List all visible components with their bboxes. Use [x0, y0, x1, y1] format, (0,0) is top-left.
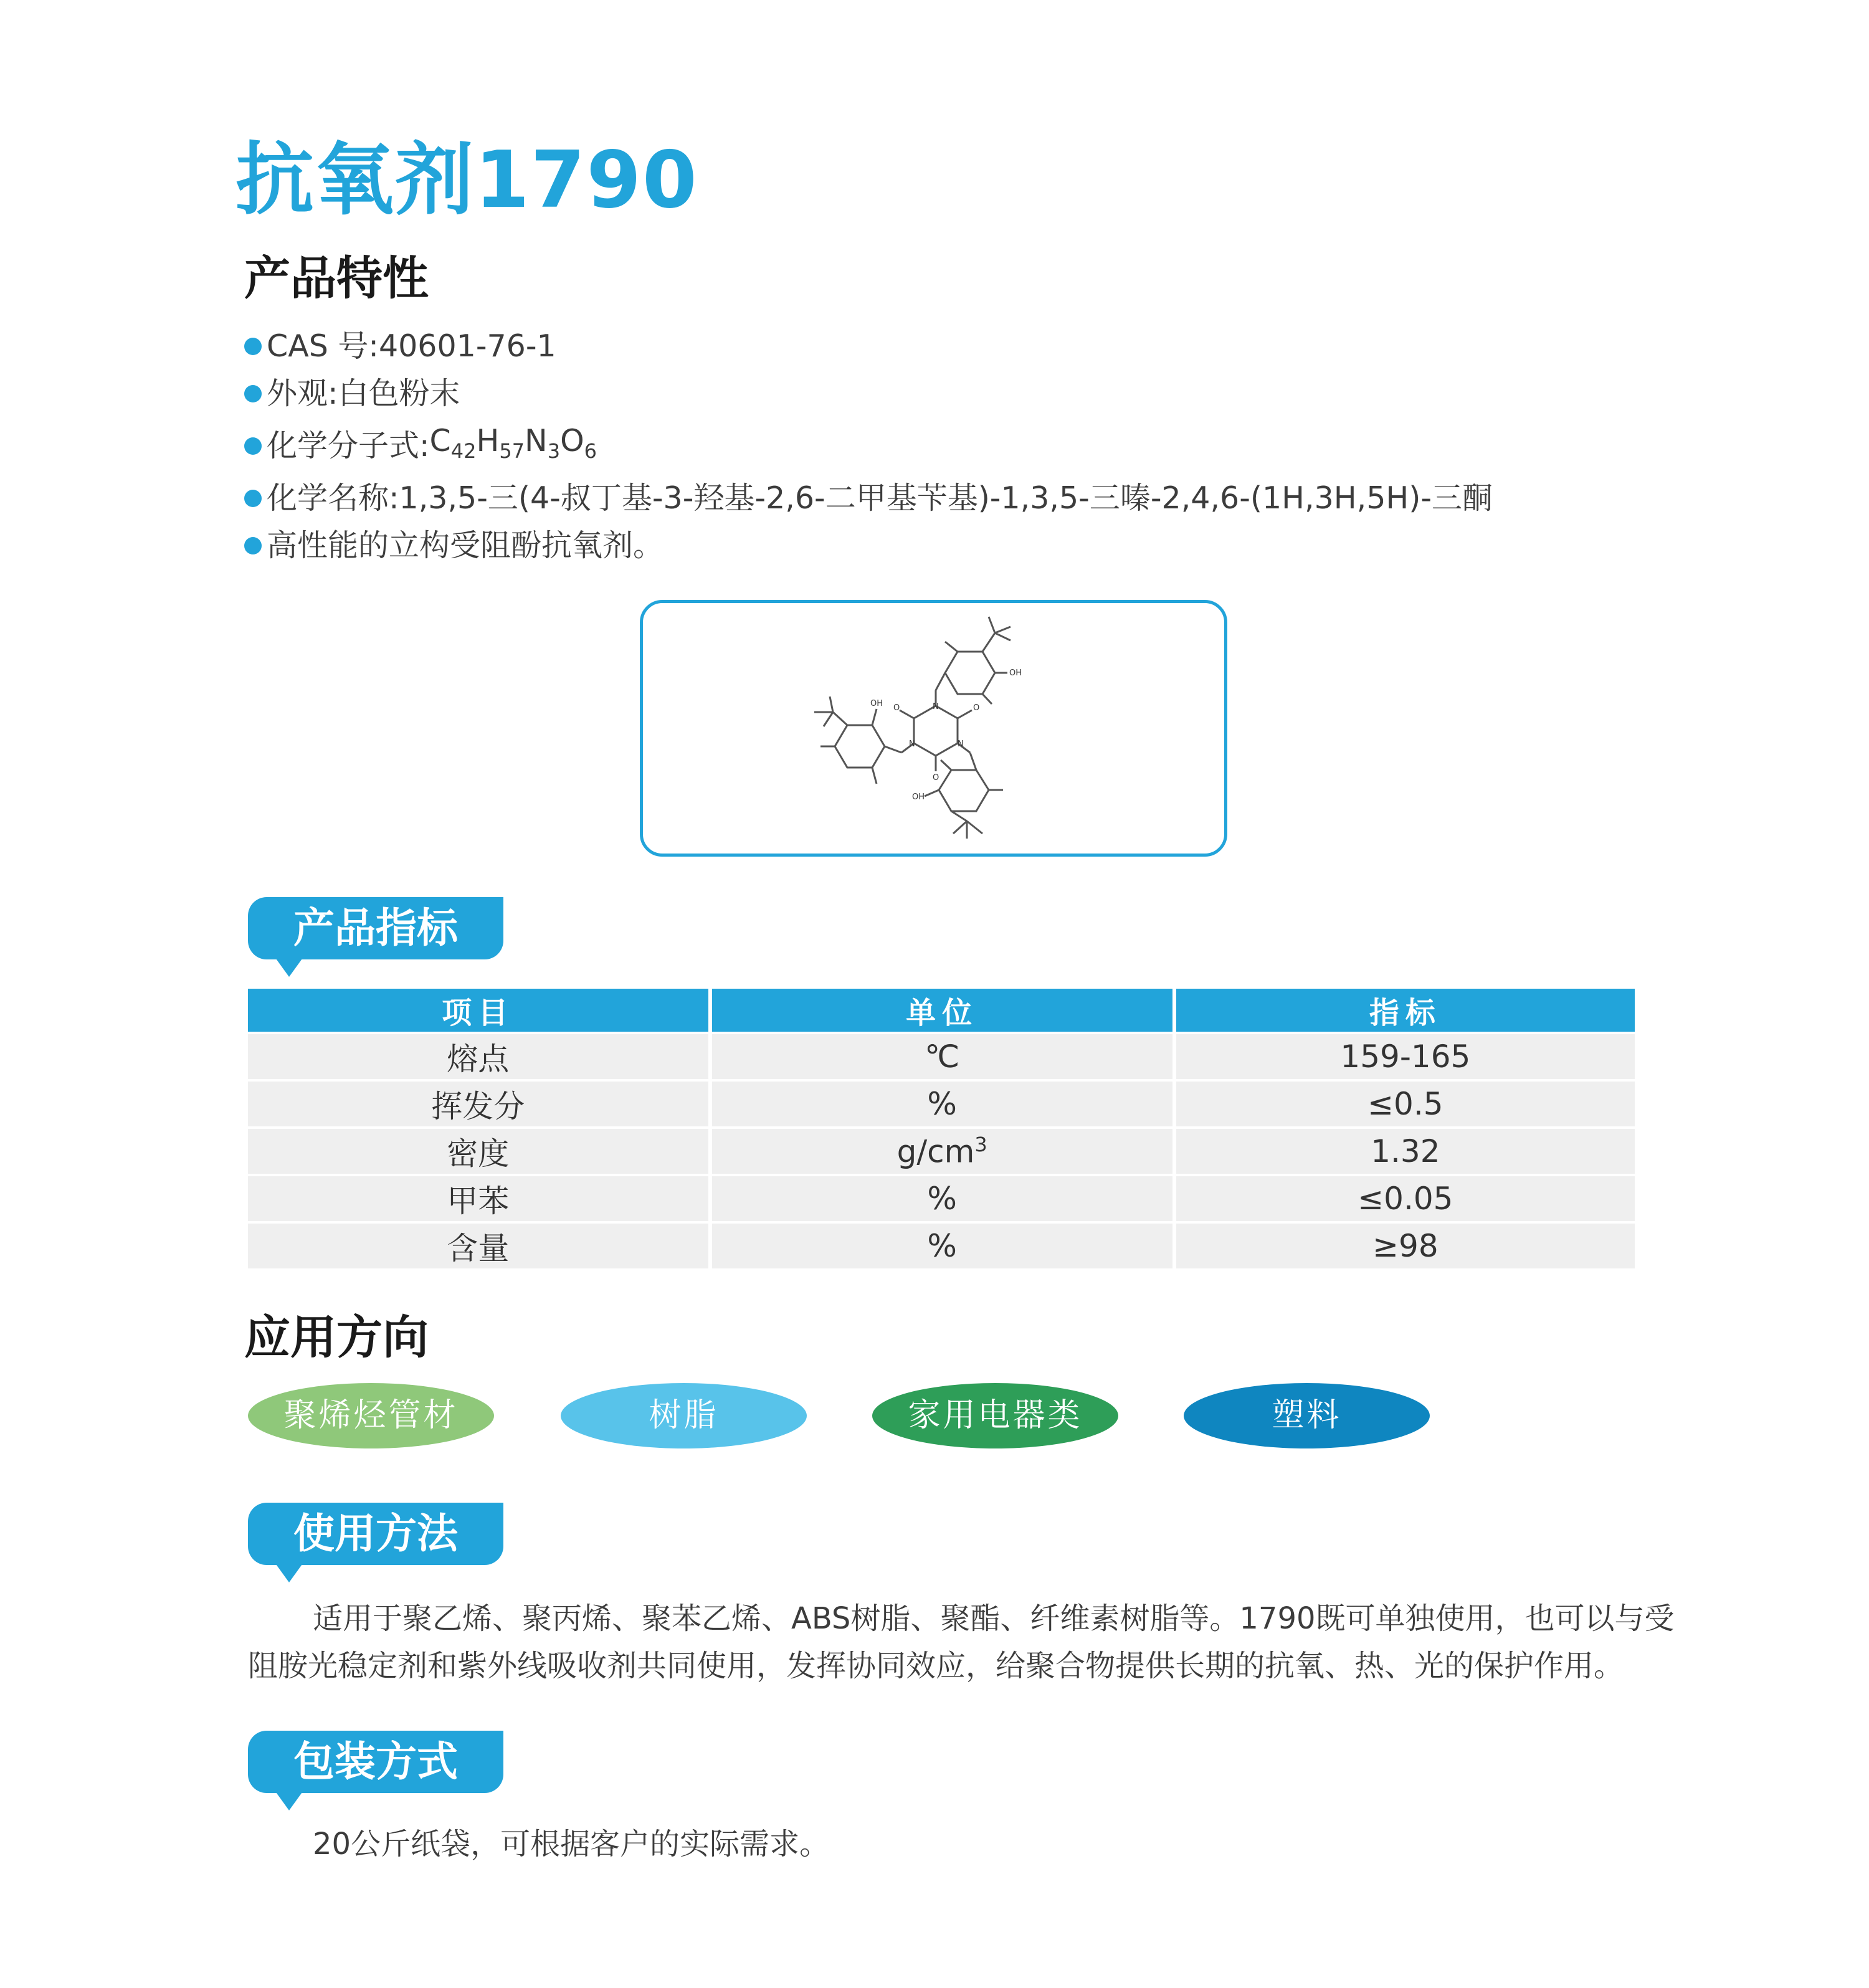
- nitrogen-label: N: [909, 740, 915, 749]
- oxygen-label: O: [973, 703, 980, 713]
- feature-formula: [244, 417, 1493, 475]
- feature-cas: [244, 323, 1493, 370]
- hydroxyl-label: OH: [912, 792, 925, 802]
- specs-heading-tag: [248, 897, 503, 959]
- molecular-formula: [430, 417, 597, 475]
- table-row: [248, 1224, 1635, 1268]
- cell-value: 1.32: [1176, 1129, 1635, 1174]
- formula-element: C: [429, 423, 451, 459]
- table-row: [248, 1034, 1635, 1079]
- cell-item: 密度: [248, 1129, 708, 1174]
- applications-heading: 应用方向: [244, 1311, 429, 1364]
- packaging-heading-tag: [248, 1731, 503, 1793]
- cell-value: ≤0.05: [1176, 1176, 1635, 1221]
- usage-paragraph: [248, 1595, 1675, 1690]
- feature-label: 化学分子式: [267, 427, 420, 464]
- chemical-structure-image: [643, 603, 1224, 854]
- usage-heading: 使用方法: [293, 1510, 458, 1558]
- formula-subscript: 42: [450, 439, 477, 463]
- feature-value: 高性能的立构受阻酚抗氧剂。: [267, 527, 664, 563]
- cell-unit: [712, 1224, 1172, 1268]
- cell-value: ≤0.5: [1176, 1082, 1635, 1126]
- feature-sep: :: [368, 328, 379, 364]
- column-header: 单位: [712, 989, 1172, 1032]
- column-header: 项目: [248, 989, 708, 1032]
- specs-heading: 产品指标: [293, 904, 458, 952]
- features-heading: 产品特性: [244, 252, 429, 305]
- bullet-icon: [244, 537, 262, 554]
- feature-value: 40601-76-1: [378, 328, 556, 364]
- cell-unit: [712, 1034, 1172, 1079]
- table-row: [248, 1082, 1635, 1126]
- table-row: [248, 1129, 1635, 1174]
- usage-line: 阻胺光稳定剂和紫外线吸收剂共同使用，发挥协同效应，给聚合物提供长期的抗氧、热、光的保护作用。: [248, 1648, 1624, 1683]
- cell-unit: [712, 1176, 1172, 1221]
- formula-subscript: 57: [499, 439, 525, 463]
- table-header-row: [248, 989, 1635, 1032]
- unit-text: %: [927, 1086, 957, 1122]
- application-resin: 树脂: [561, 1383, 807, 1448]
- bullet-icon: [244, 490, 262, 507]
- oxygen-label: O: [893, 703, 900, 713]
- hydroxyl-label: OH: [1009, 668, 1022, 678]
- cell-item: 含量: [248, 1224, 708, 1268]
- cell-item: 挥发分: [248, 1082, 708, 1126]
- structure-frame: [640, 600, 1227, 857]
- cell-value: 159-165: [1176, 1034, 1635, 1079]
- column-header: 指标: [1176, 989, 1635, 1032]
- application-polyolefin-pipe: 聚烯烃管材: [248, 1383, 494, 1448]
- feature-value: 白色粉末: [338, 376, 460, 411]
- oxygen-label: O: [933, 773, 939, 782]
- formula-subscript: 3: [547, 439, 561, 463]
- feature-appearance: [244, 370, 1493, 417]
- cell-unit: [712, 1129, 1172, 1174]
- hydroxyl-label: OH: [870, 699, 883, 708]
- nitrogen-label: N: [958, 740, 964, 749]
- application-plastics: 塑料: [1184, 1383, 1430, 1448]
- unit-superscript: 3: [974, 1133, 987, 1157]
- unit-text: %: [927, 1181, 957, 1217]
- cell-unit: [712, 1082, 1172, 1126]
- feature-label: CAS 号: [267, 328, 369, 364]
- bullet-icon: [244, 385, 262, 402]
- feature-sep: :: [328, 376, 338, 411]
- unit-text: %: [927, 1228, 957, 1264]
- feature-sep: :: [389, 480, 399, 516]
- feature-value: 1,3,5-三(4-叔丁基-3-羟基-2,6-二甲基苄基)-1,3,5-三嗪-2,4,6-(1H,3H,5H)-三酮: [399, 480, 1493, 516]
- usage-heading-tag: [248, 1503, 503, 1565]
- cell-item: 熔点: [248, 1034, 708, 1079]
- bullet-icon: [244, 338, 262, 355]
- packaging-heading: 包装方式: [293, 1738, 458, 1786]
- bullet-icon: [244, 437, 262, 455]
- spec-table: [244, 986, 1638, 1271]
- features-list: [244, 323, 1493, 569]
- feature-description: [244, 522, 1493, 569]
- nitrogen-label: N: [933, 702, 939, 711]
- unit-text: ℃: [925, 1039, 960, 1075]
- packaging-text: 20公斤纸袋，可根据客户的实际需求。: [313, 1827, 830, 1862]
- feature-label: 外观: [267, 376, 328, 411]
- page-title: 抗氧剂1790: [235, 134, 698, 226]
- usage-line: 适用于聚乙烯、聚丙烯、聚苯乙烯、ABS树脂、聚酯、纤维素树脂等。1790既可单独使用，也可以与受: [313, 1601, 1675, 1636]
- cell-value: ≥98: [1176, 1224, 1635, 1268]
- cell-item: 甲苯: [248, 1176, 708, 1221]
- feature-sep: :: [419, 427, 430, 464]
- formula-element: N: [525, 423, 548, 459]
- feature-chemical-name: [244, 475, 1493, 522]
- feature-label: 化学名称: [267, 480, 389, 516]
- application-home-appliances: 家用电器类: [872, 1383, 1118, 1448]
- unit-text: g/cm: [896, 1133, 975, 1170]
- table-row: [248, 1176, 1635, 1221]
- formula-subscript: 6: [584, 439, 597, 463]
- formula-element: O: [560, 423, 584, 459]
- formula-element: H: [476, 423, 500, 459]
